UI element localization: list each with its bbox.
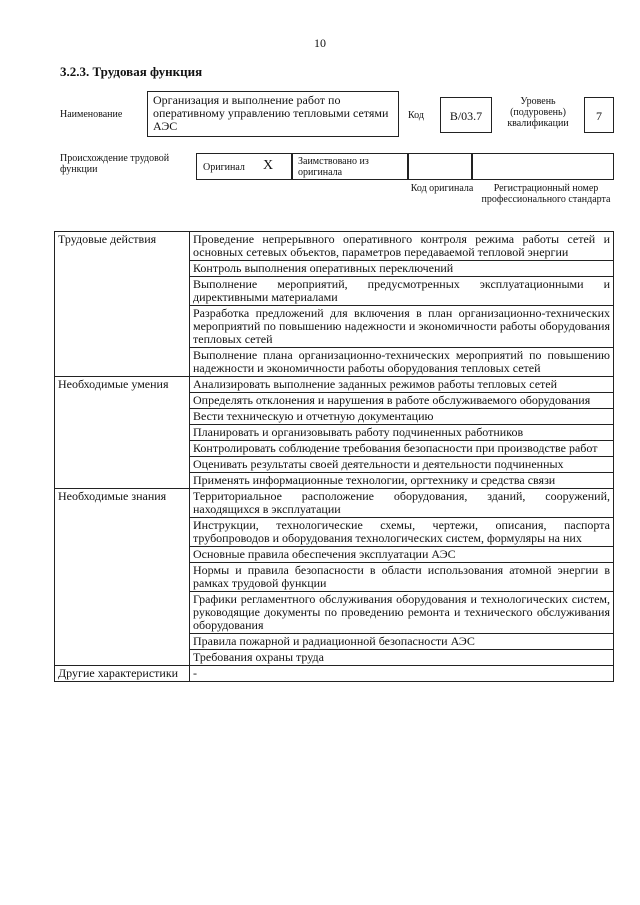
name-label: Наименование bbox=[60, 109, 123, 120]
borrowed-label: Заимствовано из оригинала bbox=[298, 156, 369, 178]
table-row bbox=[55, 666, 614, 682]
labor-action-item: Выполнение мероприятий, предусмотренных эксплуатационными и директивными материалами bbox=[190, 277, 614, 306]
table-row bbox=[55, 377, 614, 393]
origin-original-cell bbox=[196, 153, 292, 180]
skill-item: Применять информационные технологии, оргтехнику и средства связи bbox=[190, 473, 614, 489]
knowledge-title: Необходимые знания bbox=[55, 489, 190, 666]
skill-item: Оценивать результаты своей деятельности и деятельности подчиненных bbox=[190, 457, 614, 473]
page-number: 10 bbox=[314, 36, 326, 50]
origin-reg-cell bbox=[472, 153, 614, 180]
labor-actions-title: Трудовые действия bbox=[55, 232, 190, 377]
knowledge-item: Территориальное расположение оборудования, зданий, сооружений, находящихся в эксплуатации bbox=[190, 489, 614, 518]
original-label: Оригинал bbox=[203, 162, 245, 173]
code-label: Код bbox=[408, 110, 424, 121]
skill-item: Определять отклонения и нарушения в работе обслуживаемого оборудования bbox=[190, 393, 614, 409]
skills-title: Необходимые умения bbox=[55, 377, 190, 489]
skill-item: Анализировать выполнение заданных режимов работы тепловых сетей bbox=[190, 377, 614, 393]
knowledge-item: Правила пожарной и радиационной безопасности АЭС bbox=[190, 634, 614, 650]
labor-action-item: Контроль выполнения оперативных переключений bbox=[190, 261, 614, 277]
labor-action-item: Разработка предложений для включения в план организационно-технических мероприятий по повышению надежности и экономичности работы оборудования тепловых сетей bbox=[190, 306, 614, 348]
table-row bbox=[55, 232, 614, 261]
origin-borrowed-cell bbox=[292, 153, 408, 180]
skill-item: Контролировать соблюдение требования безопасности при производстве работ bbox=[190, 441, 614, 457]
function-details-table bbox=[54, 231, 614, 682]
knowledge-item: Графики регламентного обслуживания оборудования и технологических систем, руководящие документы по проведению ремонта и технического обслуживания оборудования bbox=[190, 592, 614, 634]
labor-action-item: Выполнение плана организационно-технических мероприятий по повышению надежности и экономичности работы оборудования тепловых сетей bbox=[190, 348, 614, 377]
original-code-caption: Код оригинала bbox=[410, 183, 474, 194]
skill-item: Вести техническую и отчетную документацию bbox=[190, 409, 614, 425]
knowledge-item: Инструкции, технологические схемы, чертежи, описания, паспорта трубопроводов и оборудования технологических систем, формуляры на них bbox=[190, 518, 614, 547]
skill-item: Планировать и организовывать работу подчиненных работников bbox=[190, 425, 614, 441]
level-label: Уровень (подуровень) квалификации bbox=[507, 96, 569, 129]
labor-action-item: Проведение непрерывного оперативного контроля режима работы сетей и основных сетевых объектов, параметров передаваемой тепловой энергии bbox=[190, 232, 614, 261]
knowledge-item: Нормы и правила безопасности в области использования атомной энергии в рамках трудовой функции bbox=[190, 563, 614, 592]
other-characteristics-value: - bbox=[190, 666, 614, 682]
knowledge-item: Требования охраны труда bbox=[190, 650, 614, 666]
origin-label: Происхождение трудовой функции bbox=[60, 153, 170, 175]
section-title: 3.2.3. Трудовая функция bbox=[60, 64, 203, 79]
code-value: B/03.7 bbox=[440, 97, 492, 133]
original-mark: X bbox=[263, 158, 274, 173]
origin-code-cell bbox=[408, 153, 472, 180]
other-characteristics-title: Другие характеристики bbox=[55, 666, 190, 682]
table-row bbox=[55, 489, 614, 518]
level-value: 7 bbox=[584, 97, 614, 133]
function-name-value: Организация и выполнение работ по оперативному управлению тепловыми сетями АЭС bbox=[147, 91, 399, 137]
reg-number-caption: Регистрационный номер профессионального стандарта bbox=[481, 183, 611, 205]
knowledge-item: Основные правила обеспечения эксплуатации АЭС bbox=[190, 547, 614, 563]
